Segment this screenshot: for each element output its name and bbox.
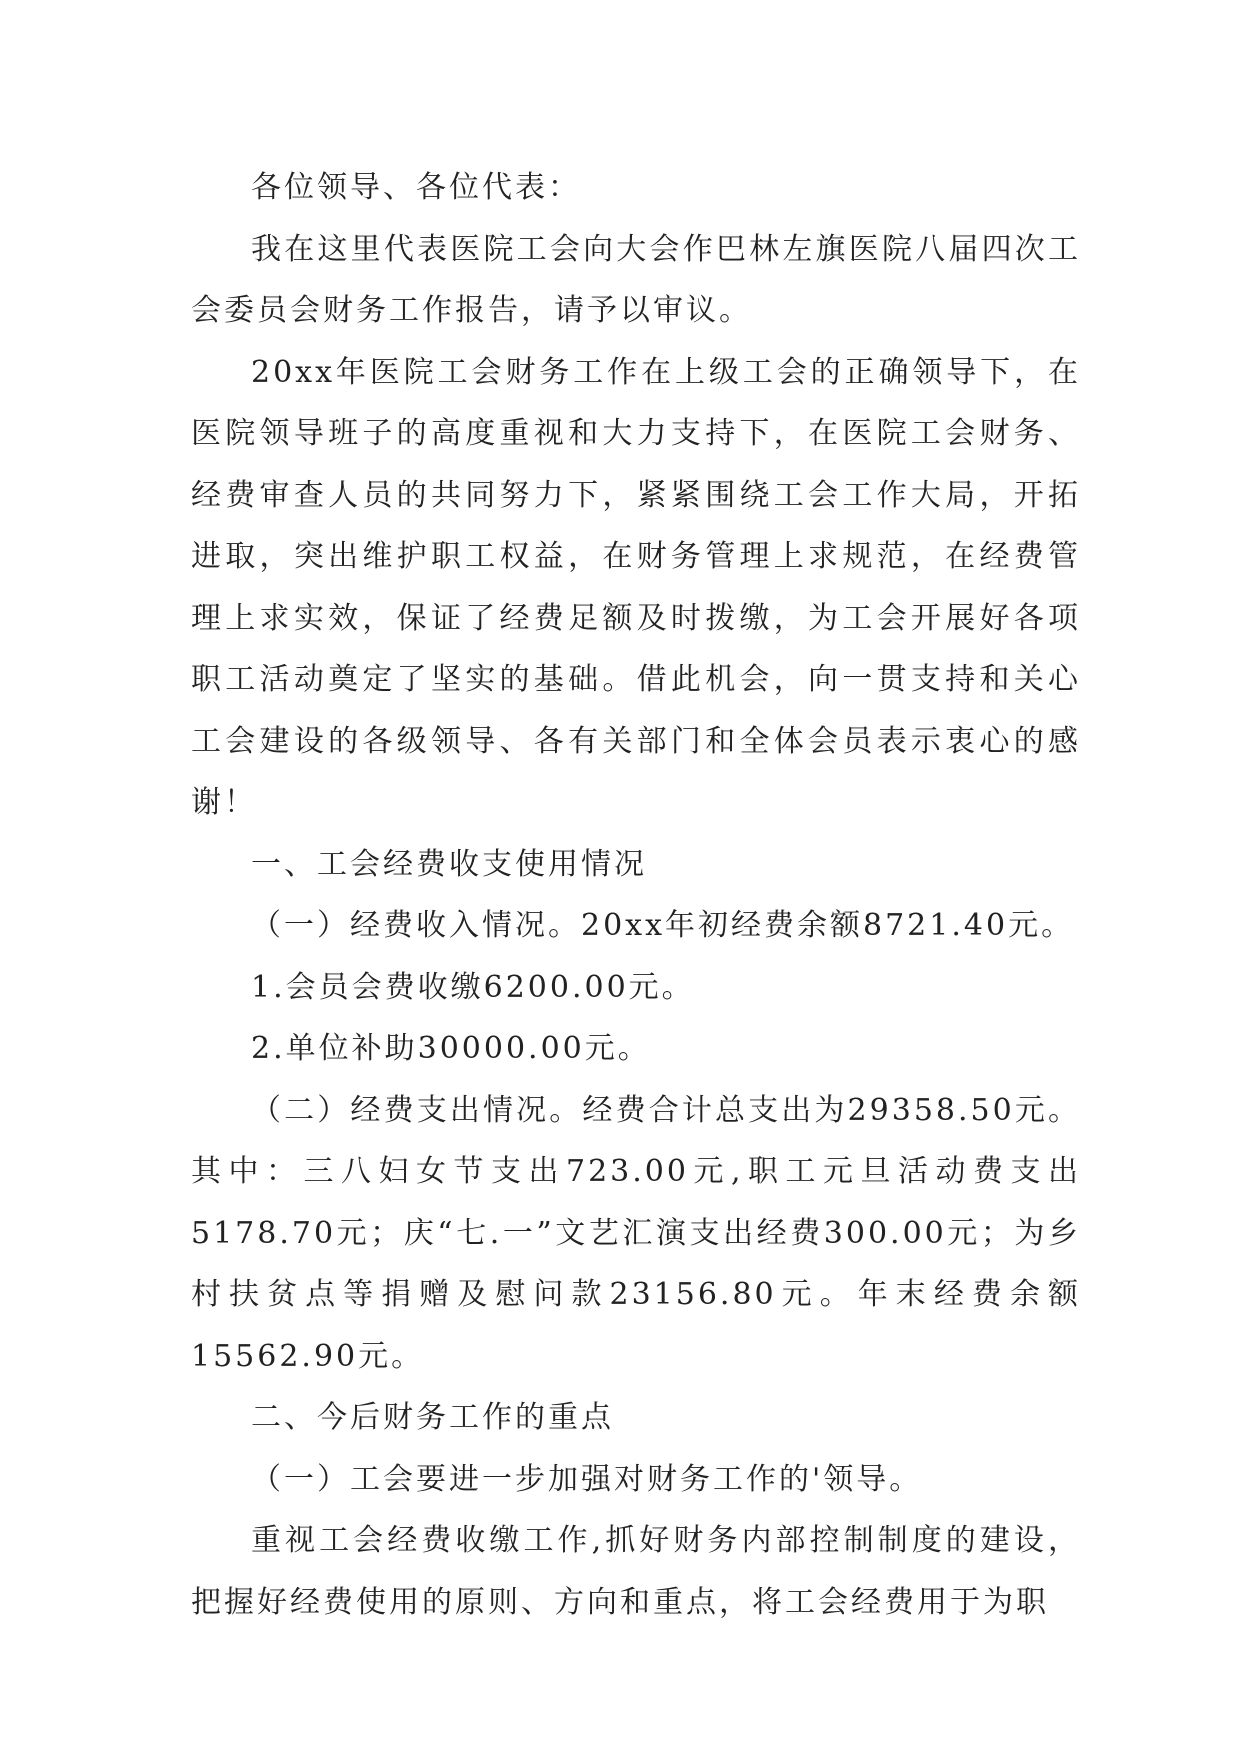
section-heading-1: 一、工会经费收支使用情况 — [251, 846, 647, 882]
income-item-1: 1.会员会费收缴6200.00元。 — [251, 969, 695, 1005]
intro-paragraph: 我在这里代表医院工会向大会作巴林左旗医院八届四次工会委员会财务工作报告，请予以审议。 — [191, 231, 1081, 328]
document-body — [191, 157, 1081, 1633]
salutation: 各位领导、各位代表： — [251, 170, 581, 205]
closing-paragraph: 重视工会经费收缴工作,抓好财务内部控制制度的建设，把握好经费使用的原则、方向和重点，将工会经费用于为职 — [191, 1523, 1081, 1620]
subsection-heading-1: （一）工会要进一步加强对财务工作的'领导。 — [251, 1461, 923, 1497]
expense-paragraph: （二）经费支出情况。经费合计总支出为29358.50元。其中：三八妇女节支出723.00元,职工元旦活动费支出5178.70元；庆“七.一”文艺汇演支出经费300.00元；为乡村扶贫点等捐赠及慰问款23156.80元。年末经费余额15562.90元。 — [191, 1092, 1081, 1374]
income-item-2: 2.单位补助30000.00元。 — [251, 1031, 651, 1066]
summary-paragraph: 20xx年医院工会财务工作在上级工会的正确领导下，在医院领导班子的高度重视和大力支持下，在医院工会财务、经费审查人员的共同努力下，紧紧围绕工会工作大局，开拓进取，突出维护职工权益，在财务管理上求规范，在经费管理上求实效，保证了经费足额及时拨缴，为工会开展好各项职工活动奠定了坚实的基础。借此机会，向一贯支持和关心工会建设的各级领导、各有关部门和全体会员表示衷心的感谢！ — [191, 354, 1081, 820]
income-paragraph: （一）经费收入情况。20xx年初经费余额8721.40元。 — [251, 908, 1075, 943]
section-heading-2: 二、今后财务工作的重点 — [251, 1400, 614, 1435]
